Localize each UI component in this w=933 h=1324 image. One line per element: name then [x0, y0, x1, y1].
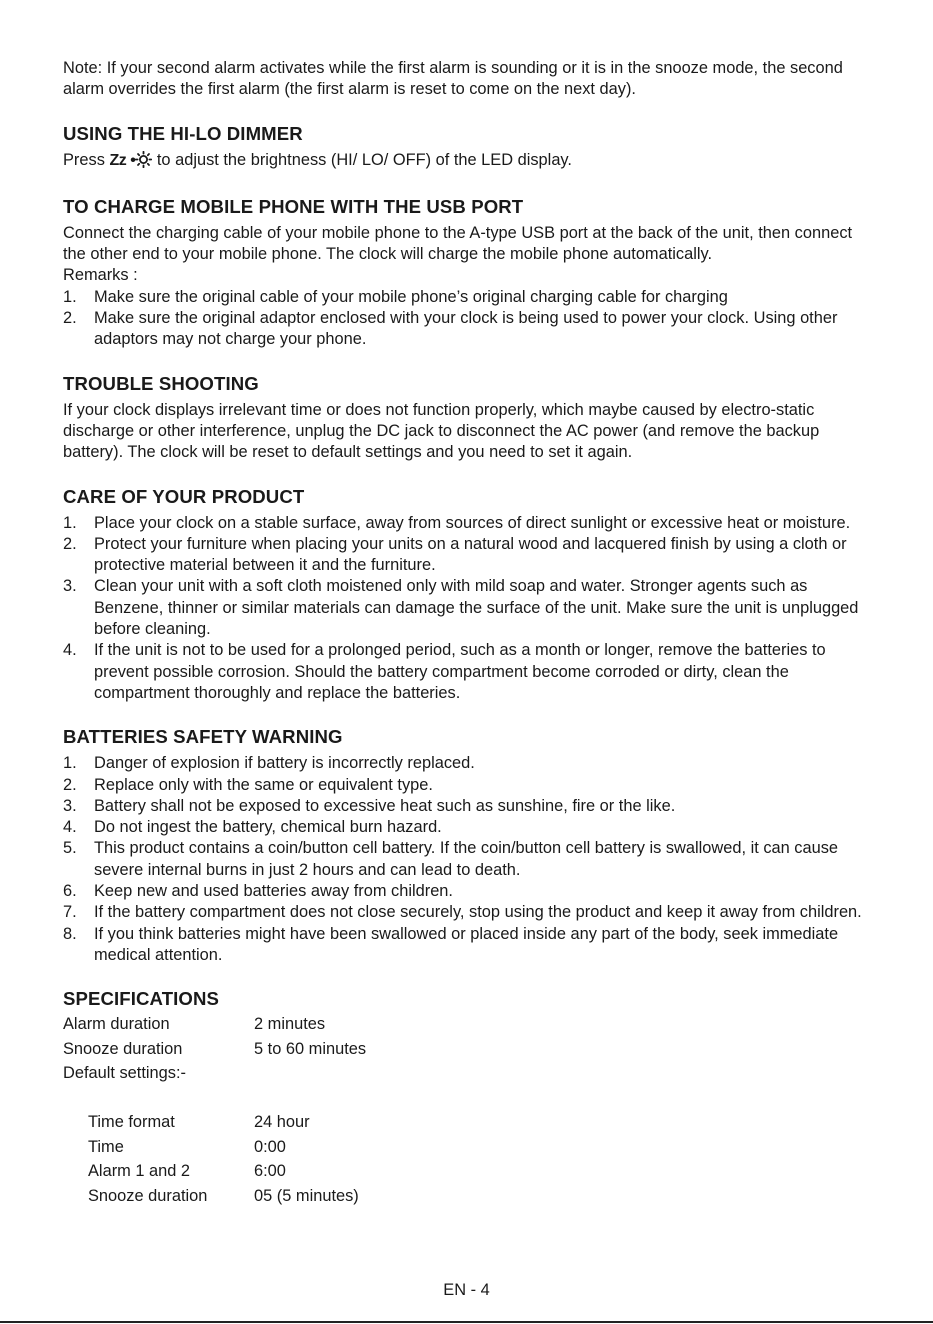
list-item: 2. Replace only with the same or equivalent type.	[63, 775, 433, 794]
batteries-list	[63, 753, 875, 966]
usb-paragraph: Connect the charging cable of your mobile phone to the A-type USB port at the back of the unit, then connect the other end to your mobile phone. The clock will charge the mobile phone automatically.	[63, 223, 853, 264]
table-row: Alarm duration 2 minutes	[63, 1015, 326, 1034]
snooze-dimmer-label: Zz •	[109, 151, 136, 169]
list-item: 5. This product contains a coin/button cell battery. If the coin/button cell battery is swallowed, it can cause severe internal burns in just 2 hours and can lead to death.	[63, 839, 839, 879]
table-row: Alarm 1 and 2 6:00	[88, 1162, 286, 1181]
care-heading: CARE OF YOUR PRODUCT	[63, 485, 305, 507]
list-item: 2. Protect your furniture when placing your units on a natural wood and lacquered finish by using a cloth or protective material between it and the furniture.	[63, 534, 847, 575]
trouble-heading: TROUBLE SHOOTING	[63, 372, 259, 394]
section-dimmer	[63, 122, 875, 174]
document-page	[63, 58, 875, 1211]
batteries-heading: BATTERIES SAFETY WARNING	[63, 726, 343, 748]
specs-heading: SPECIFICATIONS	[63, 988, 220, 1010]
section-batteries	[63, 725, 875, 966]
list-item: 3. Clean your unit with a soft cloth moistened only with mild soap and water. Stronger agents such as Benzene, thinner or similar materials can damage the surface of the unit. Make sure the unit is unplugged before cleaning.	[63, 577, 859, 639]
sun-icon	[135, 151, 152, 174]
table-row: Time 0:00	[88, 1137, 286, 1156]
list-item: 3. Battery shall not be exposed to excessive heat such as sunshine, fire or the like.	[63, 796, 676, 815]
usb-heading: TO CHARGE MOBILE PHONE WITH THE USB PORT	[63, 195, 524, 217]
page-number: EN - 4	[443, 1281, 490, 1299]
bottom-rule	[0, 1321, 933, 1323]
table-row: Snooze duration 05 (5 minutes)	[88, 1186, 359, 1205]
specs-table	[63, 1015, 366, 1211]
section-care	[63, 485, 875, 705]
spacer-row	[63, 1089, 366, 1114]
list-item: 6. Keep new and used batteries away from children.	[63, 882, 453, 901]
trouble-paragraph: If your clock displays irrelevant time or does not function properly, which maybe caused by electro-static discharge or other interference, unplug the DC jack to disconnect the AC power (and remove the backup battery). The clock will be reset to default settings and you need to set it again.	[63, 400, 820, 462]
table-row: Snooze duration 5 to 60 minutes	[63, 1039, 367, 1058]
dimmer-paragraph	[63, 150, 875, 174]
dimmer-heading: USING THE HI-LO DIMMER	[63, 122, 303, 144]
dimmer-rest-text: to adjust the brightness (HI/ LO/ OFF) of the LED display.	[156, 150, 572, 169]
section-usb	[63, 195, 875, 351]
list-item: 1. Danger of explosion if battery is incorrectly replaced.	[63, 754, 475, 773]
section-specifications	[63, 987, 875, 1211]
list-item: 7. If the battery compartment does not close securely, stop using the product and keep it away from children.	[63, 903, 862, 922]
table-row: Default settings:-	[63, 1064, 186, 1083]
note-paragraph: Note: If your second alarm activates while the first alarm is sounding or it is in the snooze mode, the second alarm overrides the first alarm (the first alarm is reset to come on the next day).	[63, 59, 843, 99]
section-trouble-shooting	[63, 372, 875, 464]
table-row: Time format 24 hour	[88, 1113, 310, 1132]
list-item: 1. Place your clock on a stable surface, away from sources of direct sunlight or excessive heat or moisture.	[63, 513, 851, 532]
usb-remarks-list	[63, 287, 875, 351]
dimmer-press-text: Press	[63, 150, 105, 169]
list-item: 8. If you think batteries might have been swallowed or placed inside any part of the body, seek immediate medical attention.	[63, 924, 839, 964]
list-item: 4. Do not ingest the battery, chemical burn hazard.	[63, 818, 442, 837]
usb-remarks: Remarks :	[63, 266, 138, 285]
list-item: 4. If the unit is not to be used for a prolonged period, such as a month or longer, remove the batteries to prevent possible corrosion. Should the battery compartment become corroded or dirty, clean the compartment thoroughly and replace the batteries.	[63, 641, 826, 702]
care-list	[63, 513, 875, 705]
list-item: 2. Make sure the original adaptor enclosed with your clock is being used to power your clock. Using other adaptors may not charge your phone.	[63, 309, 838, 349]
list-item: 1. Make sure the original cable of your mobile phone’s original charging cable for charging	[63, 287, 728, 306]
